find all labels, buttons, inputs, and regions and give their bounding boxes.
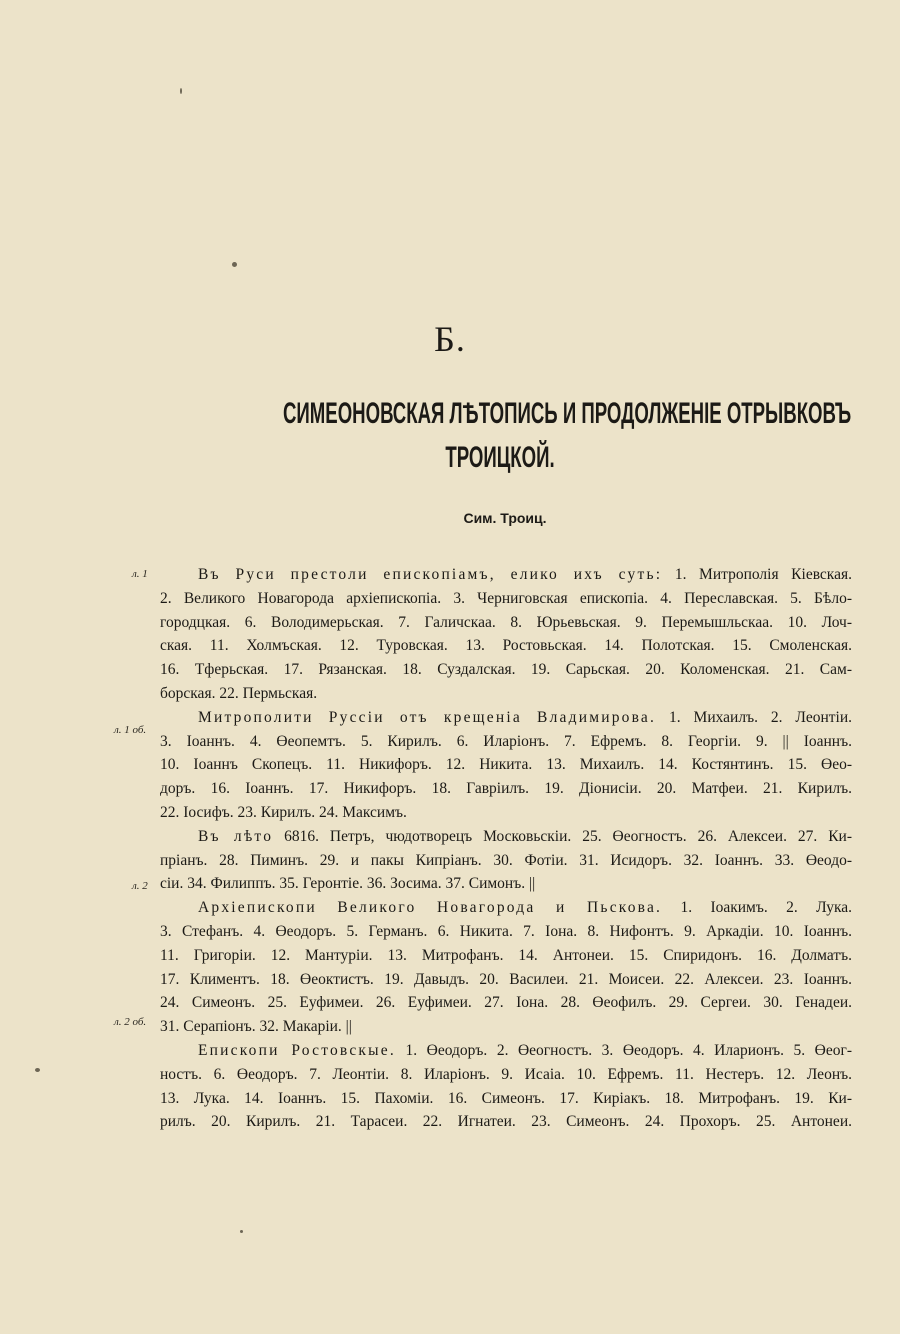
spaced-heading: Архіепископи Великого Новагорода и Пьскова. — [198, 899, 663, 917]
spaced-heading: Митрополити Руссіи отъ крещеніа Владимирова. — [198, 708, 657, 726]
text-line: доръ. 16. Іоаннъ. 17. Никифоръ. 18. Гавріилъ. 19. Діонисіи. 20. Матфеи. 21. Кирилъ. — [160, 780, 852, 798]
spaced-heading: Въ Руси престоли епископіамъ, елико ихъ суть: — [198, 566, 663, 583]
chronicle-title — [283, 392, 852, 480]
spaced-heading: Въ лѣто — [198, 827, 274, 845]
text-line: 31. Серапіонъ. 32. Макаріи. || — [160, 1018, 352, 1036]
paper-speck — [35, 1068, 40, 1072]
text-line: 3. Іоаннъ. 4. Өеопемтъ. 5. Кирилъ. 6. Иларіонъ. 7. Ефремъ. 8. Георгіи. 9. || Іоаннъ. — [160, 732, 852, 750]
text-line: Митрополити Руссіи отъ крещеніа Владимирова. 1. Михаилъ. 2. Леонтіи. — [198, 708, 852, 726]
chronicle-title-line: ТРОИЦКОЙ. — [445, 441, 555, 474]
text-line: 10. Іоаннъ Скопецъ. 11. Никифоръ. 12. Никита. 13. Михаилъ. 14. Костянтинъ. 15. Өео- — [160, 756, 852, 774]
text-line: пріанъ. 28. Пиминъ. 29. и пакы Кипріанъ. 30. Фотіи. 31. Исидоръ. 32. Іоаннъ. 33. Өеодо- — [160, 851, 852, 869]
text-line: Епископи Ростовскые. 1. Өеодоръ. 2. Өеогностъ. 3. Өеодоръ. 4. Иларионъ. 5. Өеог- — [198, 1041, 852, 1059]
paper-speck — [240, 1230, 243, 1233]
text-line: 16. Тферьская. 17. Рязанская. 18. Суздалская. 19. Сарьская. 20. Коломенская. 21. Сам- — [160, 661, 852, 679]
folio-note: л. 1 об. — [114, 724, 147, 736]
text-line: 3. Стефанъ. 4. Өеодоръ. 5. Германъ. 6. Никита. 7. Іона. 8. Нифонтъ. 9. Аркадіи. 10. Іоаннъ. — [160, 922, 852, 940]
text-line: 11. Григоріи. 12. Мантуріи. 13. Митрофанъ. 14. Антонеи. 15. Спиридонъ. 16. Долматъ. — [160, 946, 852, 964]
text-line: 13. Лука. 14. Іоаннъ. 15. Пахоміи. 16. Симеонъ. 17. Киріакъ. 18. Митрофанъ. 19. Ки- — [160, 1089, 852, 1107]
text-line: борская. 22. Пермьская. — [160, 684, 318, 702]
chronicle-body — [160, 563, 852, 1134]
text-line: Въ Руси престоли епископіамъ, елико ихъ суть: 1. Митрополія Кіевская. — [198, 566, 852, 583]
text-line: 2. Великого Новагорода архіепископіа. 3. Черниговская епископіа. 4. Переславская. 5. Бѣло- — [160, 589, 852, 607]
column-subtitle: Сим. Троиц. — [463, 510, 547, 526]
text-line: ская. 11. Холмъская. 12. Туровская. 13. Ростовьская. 14. Полотская. 15. Смоленская. — [160, 637, 852, 655]
text-line: рилъ. 20. Кирилъ. 21. Тарасеи. 22. Игнатеи. 23. Симеонъ. 24. Прохоръ. 25. Антонеи. — [160, 1113, 852, 1131]
chronicle-title-line: СИМЕОНОВСКАЯ ЛѢТОПИСЬ И ПРОДОЛЖЕНІЕ ОТРЫВКОВЪ — [283, 397, 852, 430]
text-line: Архіепископи Великого Новагорода и Пьскова. 1. Іоакимъ. 2. Лука. — [198, 899, 852, 917]
section-letter: Б. — [434, 319, 466, 359]
spaced-heading: Епископи Ростовскые. — [198, 1041, 396, 1059]
folio-note: л. 2 — [132, 880, 148, 892]
paper-speck — [232, 262, 237, 267]
text-line: 22. Іосифъ. 23. Кирилъ. 24. Максимъ. — [160, 803, 407, 821]
folio-note: л. 2 об. — [114, 1016, 147, 1028]
text-line: сіи. 34. Филиппъ. 35. Геронтіе. 36. Зосима. 37. Симонъ. || — [160, 875, 536, 893]
text-line: 17. Климентъ. 18. Өеоктистъ. 19. Давыдъ. 20. Василеи. 21. Моисеи. 22. Алексеи. 23. Іоаннъ. — [160, 970, 852, 988]
folio-note: л. 1 — [132, 568, 148, 580]
text-line: ностъ. 6. Өеодоръ. 7. Леонтіи. 8. Иларіонъ. 9. Исаіа. 10. Ефремъ. 11. Нестеръ. 12. Леонъ. — [160, 1065, 852, 1083]
text-line: Въ лѣто 6816. Петръ, чюдотворецъ Московьскіи. 25. Өеогностъ. 26. Алексеи. 27. Ки- — [198, 827, 852, 845]
paper-speck — [180, 88, 182, 94]
text-line: 24. Симеонъ. 25. Еуфимеи. 26. Еуфимеи. 27. Іона. 28. Өеофилъ. 29. Сергеи. 30. Генадеи. — [160, 994, 852, 1012]
text-line: городцкая. 6. Володимерьская. 7. Галичскаа. 8. Юрьевьская. 9. Перемышльскаа. 10. Лоч- — [160, 613, 852, 631]
